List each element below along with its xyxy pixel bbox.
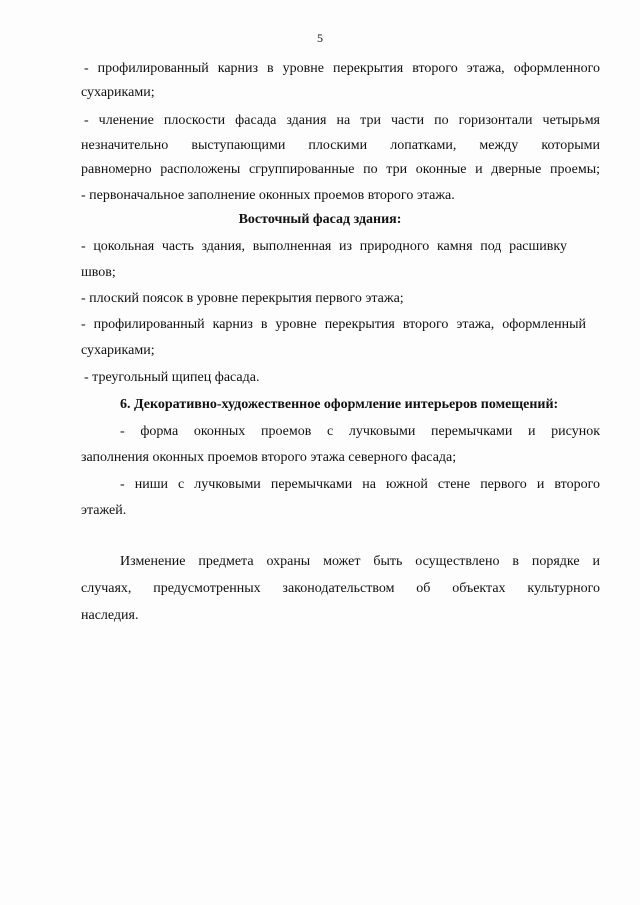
- text-line: - форма оконных проемов с лучковыми перемычками и рисунок: [120, 424, 600, 439]
- text-line: случаях, предусмотренных законодательством об объектах культурного: [81, 581, 600, 596]
- text-line: наследия.: [81, 608, 139, 623]
- text-line: - первоначальное заполнение оконных проемов второго этажа.: [81, 188, 455, 203]
- text-line: - треугольный щипец фасада.: [84, 370, 260, 385]
- text-line: Изменение предмета охраны может быть осуществлено в порядке и: [120, 554, 600, 569]
- text-line: швов;: [81, 265, 116, 280]
- section-heading: Восточный фасад здания:: [238, 212, 402, 227]
- text-line: сухариками;: [81, 85, 155, 100]
- text-line: - плоский поясок в уровне перекрытия первого этажа;: [81, 291, 404, 306]
- section-heading: 6. Декоративно-художественное оформление интерьеров помещений:: [120, 397, 559, 412]
- text-line: - членение плоскости фасада здания на три части по горизонтали четырьмя: [84, 113, 600, 128]
- text-line: этажей.: [81, 503, 127, 518]
- text-line: равномерно расположены сгруппированные по три оконные и дверные проемы;: [81, 162, 600, 177]
- page-number: 5: [317, 31, 323, 45]
- text-line: - профилированный карниз в уровне перекрытия второго этажа, оформленный: [81, 317, 586, 332]
- text-line: заполнения оконных проемов второго этажа северного фасада;: [81, 450, 457, 465]
- text-line: - цокольная часть здания, выполненная из природного камня под расшивку: [81, 239, 567, 254]
- text-line: незначительно выступающими плоскими лопатками, между которыми: [81, 138, 600, 153]
- text-line: - профилированный карниз в уровне перекрытия второго этажа, оформленного: [84, 61, 600, 76]
- text-line: сухариками;: [81, 343, 155, 358]
- text-line: - ниши с лучковыми перемычками на южной стене первого и второго: [120, 477, 600, 492]
